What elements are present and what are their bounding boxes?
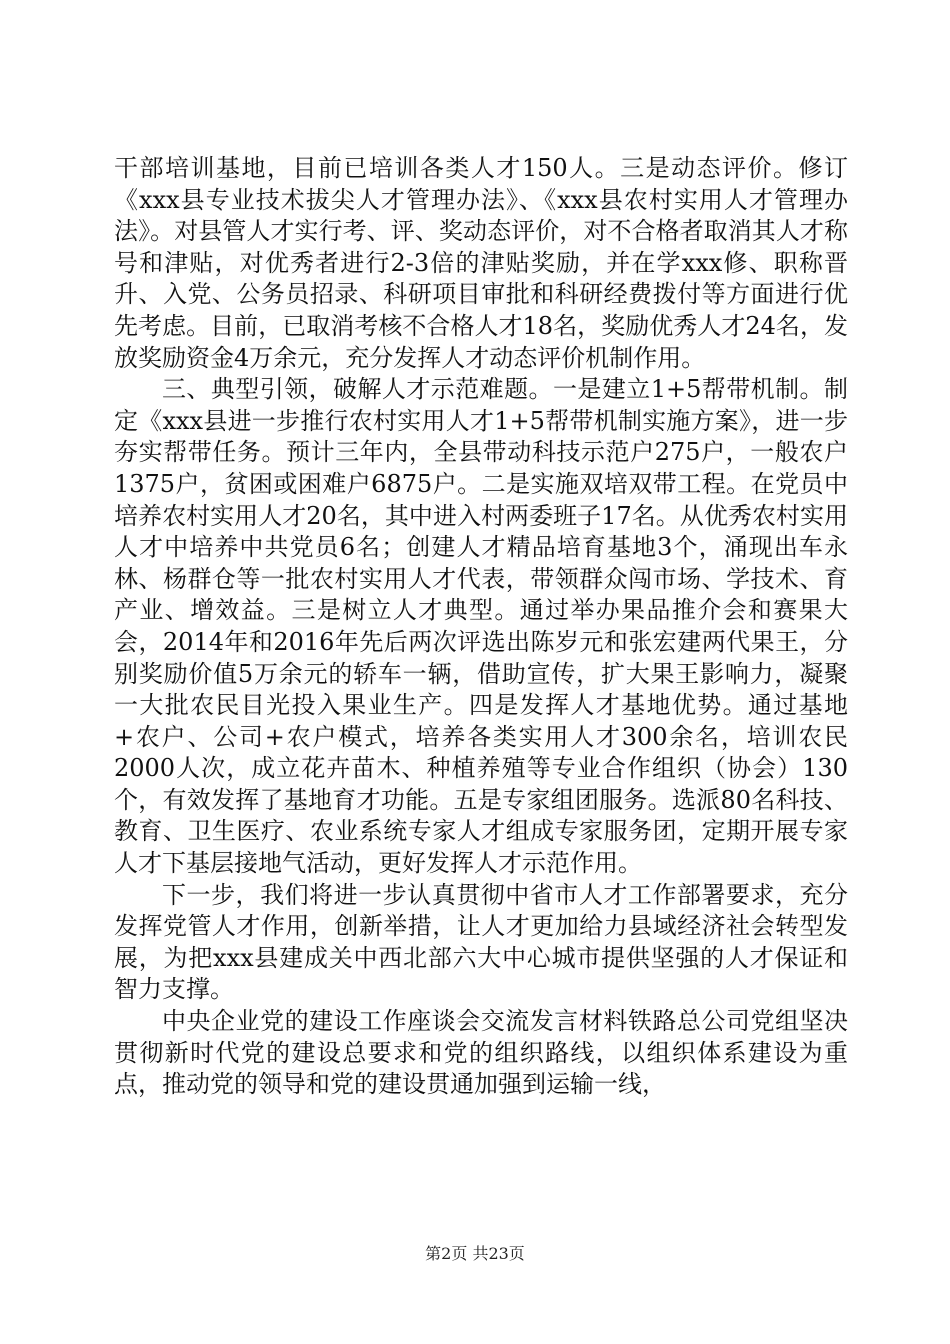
paragraph-3: 下一步，我们将进一步认真贯彻中省市人才工作部署要求，充分发挥党管人才作用，创新举措，让人才更加给力县域经济社会转型发展，为把xxx县建成关中西北部六大中心城市提供坚强的人才保证和智力支撑。 [114,880,848,1004]
paragraph-1: 干部培训基地，目前已培训各类人才150人。三是动态评价。修订《xxx县专业技术拔尖人才管理办法》、《xxx县农村实用人才管理办法》。对县管人才实行考、评、奖动态评价，对不合格者取消其人才称号和津贴，对优秀者进行2-3倍的津贴奖励，并在学xxx修、职称晋升、入党、公务员招录、科研项目审批和科研经费拨付等方面进行优先考虑。目前，已取消考核不合格人才18名，奖励优秀人才24名，发放奖励资金4万余元，充分发挥人才动态评价机制作用。 [114,154,848,372]
document-body [114,153,848,1101]
page-number-footer: 第2页 共23页 [425,1244,525,1263]
paragraph-4: 中央企业党的建设工作座谈会交流发言材料铁路总公司党组坚决贯彻新时代党的建设总要求和党的组织路线，以组织体系建设为重点，推动党的领导和党的建设贯通加强到运输一线， [114,1007,848,1099]
paragraph-2: 三、典型引领，破解人才示范难题。一是建立1+5帮带机制。制定《xxx县进一步推行农村实用人才1+5帮带机制实施方案》，进一步夯实帮带任务。预计三年内，全县带动科技示范户275户，一般农户1375户，贫困或困难户6875户。二是实施双培双带工程。在党员中培养农村实用人才20名，其中进入村两委班子17名。从优秀农村实用人才中培养中共党员6名；创建人才精品培育基地3个，涌现出车永林、杨群仓等一批农村实用人才代表，带领群众闯市场、学技术、育产业、增效益。三是树立人才典型。通过举办果品推介会和赛果大会，2014年和2016年先后两次评选出陈岁元和张宏建两代果王，分别奖励价值5万余元的轿车一辆，借助宣传，扩大果王影响力，凝聚一大批农民目光投入果业生产。四是发挥人才基地优势。通过基地+农户、公司+农户模式，培养各类实用人才300余名，培训农民2000人次，成立花卉苗木、种植养殖等专业合作组织（协会）130个，有效发挥了基地育才功能。五是专家组团服务。选派80名科技、教育、卫生医疗、农业系统专家人才组成专家服务团，定期开展专家人才下基层接地气活动，更好发挥人才示范作用。 [114,375,848,878]
